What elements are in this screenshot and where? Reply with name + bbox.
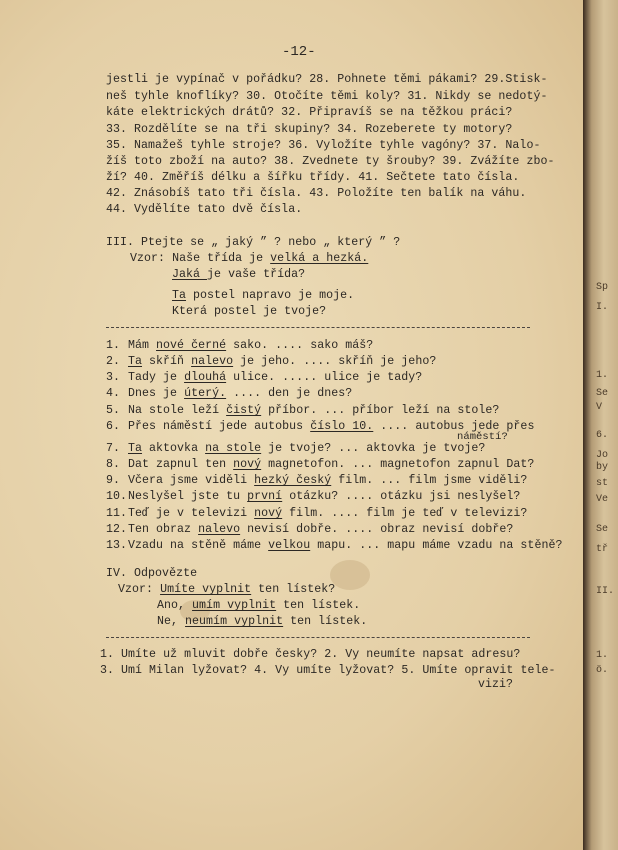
text-line: 33. Rozdělíte se na tři skupiny? 34. Rozeberete ty motory? bbox=[106, 123, 513, 136]
item-text: Ten obraz bbox=[128, 523, 199, 536]
exercise-item bbox=[106, 355, 436, 369]
example-line bbox=[172, 268, 305, 282]
dashed-divider bbox=[106, 637, 530, 638]
item-text: aktovka bbox=[142, 442, 206, 455]
item-text: ulice. ..... ulice je tady? bbox=[226, 371, 423, 384]
item-text: film. .... film je teď v televizi? bbox=[282, 507, 528, 520]
text-line: 1. Umíte už mluvit dobře česky? 2. Vy neumíte napsat adresu? bbox=[100, 648, 521, 661]
item-number: 1. bbox=[106, 339, 121, 352]
text-line: neš tyhle knoflíky? 30. Otočíte těmi koly? 31. Nikdy se nedotý- bbox=[106, 90, 548, 103]
exercise-item bbox=[106, 490, 520, 504]
item-text: Vzadu na stěně máme bbox=[128, 539, 269, 552]
example-text: je vaše třída? bbox=[207, 268, 306, 281]
example-line bbox=[118, 583, 335, 597]
exercise-item bbox=[106, 387, 352, 401]
margin-mark: II. bbox=[596, 586, 615, 597]
margin-mark: 1. bbox=[596, 650, 609, 661]
item-text: mapu. ... mapu máme vzadu na stěně? bbox=[310, 539, 563, 552]
example-line bbox=[130, 252, 368, 266]
underlined-text: dlouhá bbox=[184, 371, 227, 384]
margin-mark: ö. bbox=[596, 665, 609, 676]
item-text: sako. .... sako máš? bbox=[226, 339, 374, 352]
margin-mark: 1. bbox=[596, 370, 609, 381]
text-line: jestli je vypínač v pořádku? 28. Pohnete těmi pákami? 29.Stisk- bbox=[106, 73, 548, 86]
item-number: 11. bbox=[106, 507, 128, 520]
underlined-text: Jaká bbox=[172, 268, 208, 281]
underlined-text: Ta bbox=[128, 442, 143, 455]
example-text: ten lístek? bbox=[251, 583, 336, 596]
text-line: žíš toto zboží na auto? 38. Zvednete ty šrouby? 39. Zvážíte zbo- bbox=[106, 155, 555, 168]
margin-mark: I. bbox=[596, 302, 609, 313]
item-number: 10. bbox=[106, 490, 128, 503]
underlined-text: nový bbox=[254, 507, 283, 520]
item-text: Včera jsme viděli bbox=[128, 474, 255, 487]
margin-mark: Se bbox=[596, 388, 609, 399]
item-number: 6. bbox=[106, 420, 121, 433]
item-number: 13. bbox=[106, 539, 128, 552]
underlined-text: umím vyplnit bbox=[192, 599, 277, 612]
underlined-text: nový bbox=[233, 458, 262, 471]
item-number: 3. bbox=[106, 371, 121, 384]
margin-mark: 6. bbox=[596, 430, 609, 441]
item-text: příbor. ... příbor leží na stole? bbox=[261, 404, 500, 417]
item-number: 12. bbox=[106, 523, 128, 536]
example-text: Ano, bbox=[157, 599, 193, 612]
item-text: Dnes je bbox=[128, 387, 185, 400]
text-line: 3. Umí Milan lyžovat? 4. Vy umíte lyžovat? 5. Umíte opravit tele- bbox=[100, 664, 556, 677]
example-line: Která postel je tvoje? bbox=[172, 305, 327, 318]
item-text: film. ... film jsme viděli? bbox=[331, 474, 528, 487]
underlined-text: nalevo bbox=[198, 523, 241, 536]
example-text: Ne, bbox=[157, 615, 186, 628]
exercise-item bbox=[106, 404, 499, 418]
underlined-text: čistý bbox=[226, 404, 262, 417]
example-text: Naše třída je bbox=[172, 252, 271, 265]
item-text: skříň bbox=[142, 355, 192, 368]
underlined-text: Umíte vyplnit bbox=[160, 583, 252, 596]
underlined-text: číslo 10. bbox=[310, 420, 374, 433]
underlined-text: hezký český bbox=[254, 474, 332, 487]
margin-mark: st bbox=[596, 478, 609, 489]
exercise-item bbox=[106, 371, 422, 385]
margin-mark: V bbox=[596, 402, 603, 413]
text-line: káte elektrických drátů? 32. Připravíš se na těžkou práci? bbox=[106, 106, 513, 119]
example-line bbox=[172, 289, 354, 303]
item-text: .... autobus jede přes bbox=[373, 420, 535, 433]
item-text: je jeho. .... skříň je jeho? bbox=[233, 355, 437, 368]
underlined-text: první bbox=[247, 490, 283, 503]
section-heading: IV. Odpovězte bbox=[106, 567, 198, 580]
text-line: ží? 40. Změříš délku a šířku třídy. 41. Sečtete tato čísla. bbox=[106, 171, 520, 184]
margin-mark: Sp bbox=[596, 282, 609, 293]
item-text: Teď je v televizi bbox=[128, 507, 255, 520]
item-text: magnetofon. ... magnetofon zapnul Dat? bbox=[261, 458, 535, 471]
text-line: 44. Vydělíte tato dvě čísla. bbox=[106, 203, 303, 216]
underlined-text: Ta bbox=[128, 355, 143, 368]
underlined-text: nalevo bbox=[191, 355, 234, 368]
text-line: 35. Namažeš tyhle stroje? 36. Vyložíte tyhle vagóny? 37. Nalo- bbox=[106, 139, 541, 152]
section-heading: III. Ptejte se „ jaký ” ? nebo „ který ” ? bbox=[106, 236, 401, 249]
example-line bbox=[157, 615, 367, 629]
dashed-divider bbox=[106, 327, 530, 328]
exercise-item bbox=[106, 339, 373, 353]
example-text: postel napravo je moje. bbox=[186, 289, 355, 302]
vzor-label: Vzor: bbox=[130, 252, 166, 265]
item-text: otázku? .... otázku jsi neslyšel? bbox=[282, 490, 521, 503]
item-number: 8. bbox=[106, 458, 121, 471]
next-page-edge bbox=[583, 0, 618, 850]
item-text: Mám bbox=[128, 339, 157, 352]
item-text: Dat zapnul ten bbox=[128, 458, 234, 471]
exercise-item bbox=[106, 474, 527, 488]
underlined-text: nové černé bbox=[156, 339, 227, 352]
example-line bbox=[157, 599, 360, 613]
underlined-text: velkou bbox=[268, 539, 311, 552]
exercise-item bbox=[106, 539, 562, 553]
item-text: Na stole leží bbox=[128, 404, 227, 417]
underlined-text: úterý. bbox=[184, 387, 227, 400]
margin-mark: Se bbox=[596, 524, 609, 535]
underlined-text: Ta bbox=[172, 289, 187, 302]
item-number: 7. bbox=[106, 442, 121, 455]
item-text: .... den je dnes? bbox=[226, 387, 353, 400]
underlined-text: velká a hezká. bbox=[270, 252, 369, 265]
text-line: 42. Znásobíš tato tři čísla. 43. Položíte ten balík na váhu. bbox=[106, 187, 527, 200]
example-text: ten lístek. bbox=[283, 615, 368, 628]
text-line: vizi? bbox=[478, 678, 514, 691]
underlined-text: neumím vyplnit bbox=[185, 615, 284, 628]
item-text: Neslyšel jste tu bbox=[128, 490, 248, 503]
paper-stain bbox=[330, 560, 370, 590]
item-number: 4. bbox=[106, 387, 121, 400]
wrapped-continuation: náměstí? bbox=[457, 431, 508, 443]
item-number: 2. bbox=[106, 355, 121, 368]
item-text: Přes náměstí jede autobus bbox=[128, 420, 311, 433]
page-number: -12- bbox=[282, 44, 316, 60]
underlined-text: na stole bbox=[205, 442, 262, 455]
item-number: 5. bbox=[106, 404, 121, 417]
exercise-item bbox=[106, 442, 485, 456]
margin-mark: Ve bbox=[596, 494, 609, 505]
margin-mark: Jo bbox=[596, 450, 609, 461]
margin-mark: by bbox=[596, 462, 609, 473]
exercise-item bbox=[106, 507, 527, 521]
item-text: Tady je bbox=[128, 371, 185, 384]
item-text: je tvoje? ... aktovka je tvoje? bbox=[261, 442, 486, 455]
margin-mark: tř bbox=[596, 544, 609, 555]
item-text: nevisí dobře. .... obraz nevisí dobře? bbox=[240, 523, 514, 536]
exercise-item bbox=[106, 523, 513, 537]
exercise-item bbox=[106, 458, 534, 472]
example-text: ten lístek. bbox=[276, 599, 361, 612]
item-number: 9. bbox=[106, 474, 121, 487]
vzor-label: Vzor: bbox=[118, 583, 154, 596]
